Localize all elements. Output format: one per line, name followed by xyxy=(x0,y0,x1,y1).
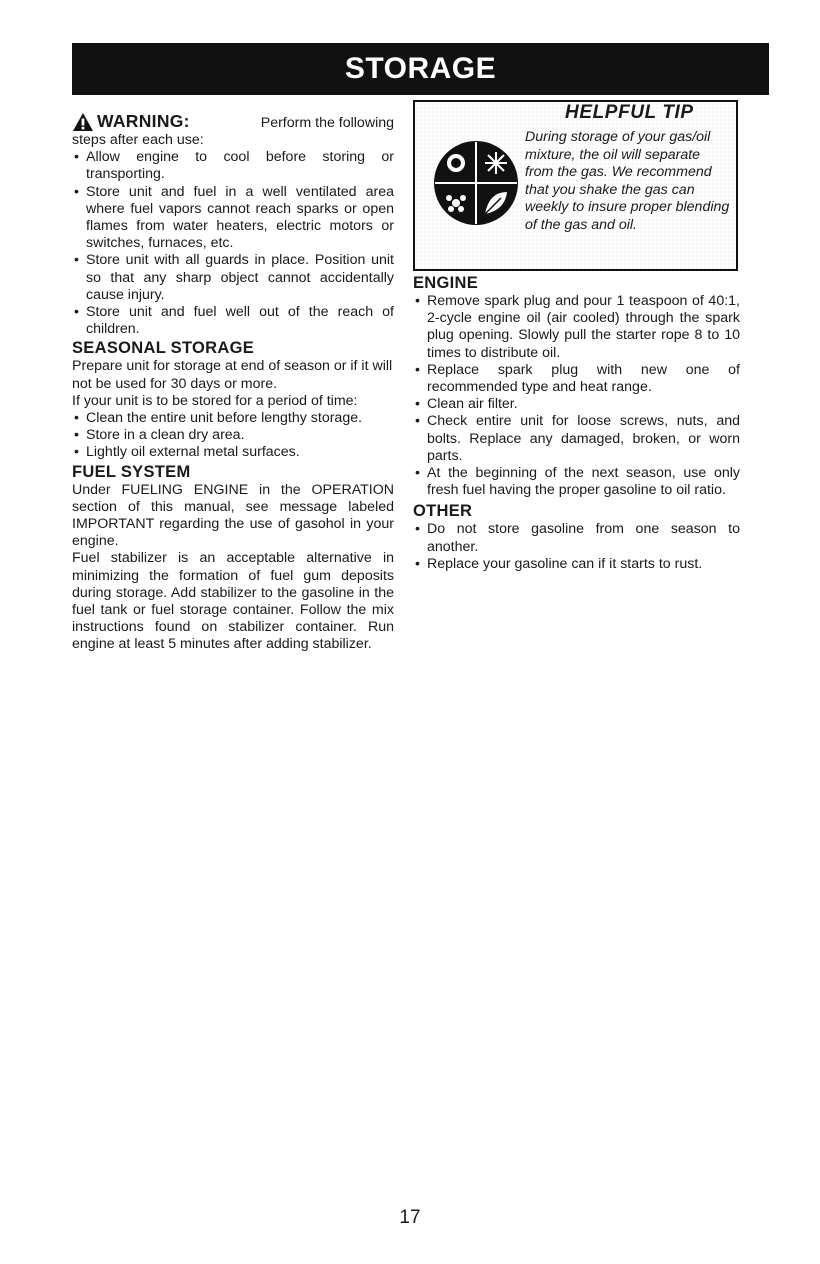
helpful-tip-title: HELPFUL TIP xyxy=(565,102,694,123)
warning-list xyxy=(72,149,394,338)
helpful-tip-text: During storage of your gas/oil mixture, the oil will separate from the gas. We recommend that you shake the gas can weekly to insure proper blending of the gas and oil. xyxy=(525,129,730,233)
list-item: • Do not store gasoline from one season to another. xyxy=(413,521,740,555)
warning-line xyxy=(72,112,394,132)
list-item: • Remove spark plug and pour 1 teaspoon of 40:1, 2-cycle engine oil (air cooled) through the spark plug opening. Slowly pull the starter rope 8 to 10 times to distribute oil. xyxy=(413,293,740,362)
list-item: • Lightly oil external metal surfaces. xyxy=(72,444,394,461)
list-item: • Replace spark plug with new one of recommended type and heat range. xyxy=(413,362,740,396)
list-item: • Clean the entire unit before lengthy storage. xyxy=(72,410,394,427)
seasonal-para: Prepare unit for storage at end of season or if it will not be used for 30 days or more. xyxy=(72,358,393,392)
page-title: STORAGE xyxy=(344,52,497,85)
right-column xyxy=(413,100,740,573)
engine-heading: ENGINE xyxy=(413,274,479,292)
page-title-banner xyxy=(72,43,769,95)
list-item: • Clean air filter. xyxy=(413,396,740,413)
warning-label xyxy=(72,112,190,132)
seasonal-para: If your unit is to be stored for a period of time: xyxy=(72,392,358,409)
list-item: • Store unit and fuel well out of the reach of children. xyxy=(72,304,394,338)
other-heading: OTHER xyxy=(413,502,473,521)
fuel-system-heading: FUEL SYSTEM xyxy=(72,462,191,481)
engine-list xyxy=(413,293,740,499)
warning-intro: steps after each use: xyxy=(72,132,204,148)
seasonal-list xyxy=(72,410,394,462)
seasonal-storage-heading: SEASONAL STORAGE xyxy=(72,339,255,358)
seasons-circle-icon xyxy=(433,140,519,226)
list-item: • Store unit and fuel in a well ventilated area where fuel vapors cannot reach sparks or open flames from water heaters, electric motors or switches, furnaces, etc. xyxy=(72,184,394,253)
list-item: • Check entire unit for loose screws, nuts, and bolts. Replace any damaged, broken, or worn parts. xyxy=(413,413,740,465)
list-item: • Allow engine to cool before storing or transporting. xyxy=(72,149,394,183)
fuel-system-para: Fuel stabilizer is an acceptable alternative in minimizing the formation of fuel gum deposits during storage. Add stabilizer to the gasoline in the fuel tank or fuel storage container. Follow the mix instructions found on stabilizer container. Run engine at least 5 minutes after adding stabilizer. xyxy=(72,550,394,653)
warning-title: WARNING: xyxy=(97,111,190,132)
page-number: 17 xyxy=(399,1207,421,1228)
list-item: • At the beginning of the next season, use only fresh fuel having the proper gasoline to oil ratio. xyxy=(413,465,740,499)
list-item: • Store unit with all guards in place. Position unit so that any sharp object cannot accidentally cause injury. xyxy=(72,252,394,304)
other-list xyxy=(413,521,740,573)
helpful-tip-box xyxy=(413,100,738,271)
fuel-system-para: Under FUELING ENGINE in the OPERATION section of this manual, see message labeled IMPORTANT regarding the use of gasohol in your engine. xyxy=(72,481,394,550)
warning-intro-tail: Perform the following xyxy=(260,114,394,131)
warning-triangle-icon xyxy=(72,112,94,132)
list-item: • Store in a clean dry area. xyxy=(72,427,394,444)
left-column xyxy=(72,112,394,654)
list-item: • Replace your gasoline can if it starts to rust. xyxy=(413,556,740,573)
